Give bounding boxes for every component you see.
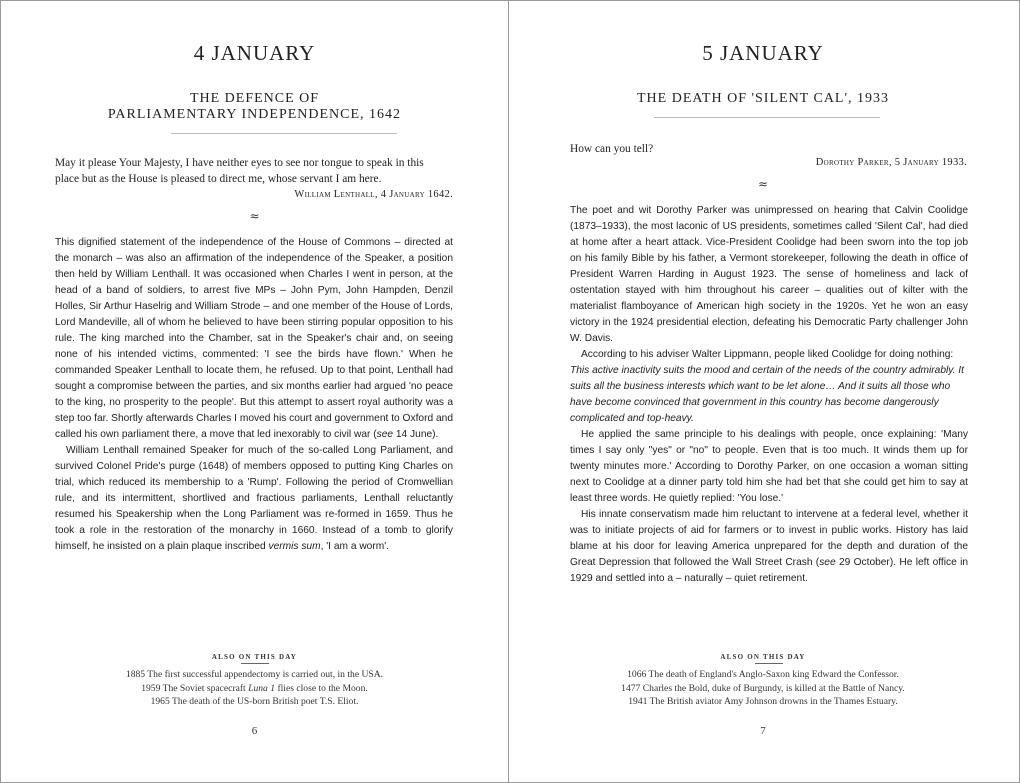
page-number: 7: [760, 725, 766, 737]
body-paragraph: William Lenthall remained Speaker for much of the so-called Long Parliament, and survived Colonel Pride's purge (1648) of members opposed to putting King Charles on trial, which reduced its membership to a 'Rump'. Following the period of Cromwellian rule, and its intermittent, shortlived and fractious parliaments, Lenthall reluctantly resumed his Speakership when the Long Parliament was re-formed in 1659. Thus he took a role in the restoration of the monarchy in 1660. Instead of a tomb to glorify himself, he insisted on a plain plaque inscribed vermis sum, 'I am a worm'.: [55, 445, 453, 552]
quote-line: place but as the House is pleased to direct me, whose servant I am here.: [55, 173, 382, 185]
list-item: 1477 Charles the Bold, duke of Burgundy, is killed at the Battle of Nancy.: [621, 682, 905, 694]
entry-body: [570, 203, 968, 587]
body-paragraph: This dignified statement of the independence of the House of Commons – directed at the monarch – was also an affirmation of the independence of the Speaker, a position then held by William Lenthall. It was occasioned when Charles I went in person, at the head of a band of soldiers, to arrest five MPs – John Pym, John Hampden, Denzil Holles, Sir Arthur Haselrig and William Strode – and one member of the House of Lords, Lord Mandeville, all of whom he believed to have been stirring popular opposition to his rule. The king marched into the Chamber, sat in the Speaker's chair and, on seeing none of his intended victims, commented: 'I see the birds have flown.' When he commanded Speaker Lenthall to locate them, he refused. Up to that point, Lenthall had sought a compromise between the parties, and six months earlier had argued 'no peace to the king, no prosperity to the people'. But this attempt to assert royal authority was a step too far. Shortly afterwards Charles I moved his court and government to Oxford and called his own parliament there, a move that led inexorably to civil war (see 14 June).: [55, 237, 453, 440]
quote-attribution: William Lenthall, 4 January 1642.: [294, 189, 453, 200]
ornament-icon: ≈: [249, 209, 260, 223]
title-line: THE DEFENCE OF: [189, 91, 320, 106]
also-on-this-day-heading: ALSO ON THIS DAY: [720, 653, 806, 661]
also-on-this-day-list: [1, 668, 508, 709]
epigraph-quote: How can you tell?: [570, 143, 654, 155]
title-line: THE DEATH OF 'SILENT CAL', 1933: [637, 91, 889, 106]
right-page: [509, 1, 1017, 782]
list-item: 1941 The British aviator Amy Johnson drowns in the Thames Estuary.: [628, 696, 898, 707]
entry-title: [509, 91, 1017, 107]
body-paragraph: According to his adviser Walter Lippmann, people liked Coolidge for doing nothing:: [581, 349, 954, 360]
block-quote: This active inactivity suits the mood and certain of the needs of the country admirably. It suits all the business interests which want to be let alone… And it suits all those who have become convinced that government in this country has become dangerously complicated and top-heavy.: [570, 365, 964, 424]
left-page: [1, 1, 509, 782]
page-number: 6: [251, 725, 258, 737]
list-item: 1885 The first successful appendectomy is carried out, in the USA.: [125, 669, 384, 680]
title-line: PARLIAMENTARY INDEPENDENCE, 1642: [107, 107, 402, 122]
quote-line: May it please Your Majesty, I have neither eyes to see nor tongue to speak in this: [55, 157, 424, 169]
body-paragraph: He applied the same principle to his dealings with people, once explaining: 'Many times I say only "yes" or "no" to people. Even that is too much. It winds them up for twenty minutes more.' According to Dorothy Parker, on one occasion a woman sitting next to Coolidge at a dinner party told him she had bet that she could get him to say at least three words. He quietly replied: 'You lose.': [570, 429, 968, 504]
also-divider: [755, 663, 783, 664]
list-item: 1965 The death of the US-born British poet T.S. Eliot.: [150, 696, 359, 707]
quote-attribution: Dorothy Parker, 5 January 1933.: [815, 157, 967, 168]
entry-body: [55, 235, 453, 555]
page-date: 5 JANUARY: [702, 41, 824, 65]
also-on-this-day-list: [509, 668, 1017, 709]
page-date: 4 JANUARY: [193, 41, 316, 65]
body-paragraph: The poet and wit Dorothy Parker was unimpressed on hearing that Calvin Coolidge (1873–1933), the most laconic of US presidents, sometimes called 'Silent Cal', had died at home after a heart attack. Vice-President Coolidge had been sworn into the top job on his family Bible by his father, a Vermont storekeeper, following the death in office of President Warren Harding in August 1923. The sense of homeliness and lack of ostentation stayed with him throughout his career – qualities out of kilter with the materialist flamboyance of American high society in the 1920s. Yet he won an easy victory in the 1924 presidential election, defeating his Democratic Party challenger John W. Davis.: [570, 205, 968, 344]
list-item: 1066 The death of England's Anglo-Saxon king Edward the Confessor.: [627, 669, 899, 680]
also-on-this-day-heading: ALSO ON THIS DAY: [211, 653, 298, 661]
epigraph-quote: [55, 155, 455, 187]
also-divider: [241, 663, 269, 664]
ornament-icon: ≈: [757, 177, 769, 191]
entry-title: [1, 91, 508, 123]
body-paragraph: His innate conservatism made him reluctant to intervene at a federal level, whether it was to initiate projects of aid for farmers or to invest in public works. History has laid blame at his door for leaving America unprepared for the depth and duration of the Great Depression that followed the Wall Street Crash (see 29 October). He left office in 1929 and settled into a – naturally – quiet retirement.: [570, 509, 968, 584]
list-item: 1959 The Soviet spacecraft Luna 1 flies close to the Moon.: [141, 682, 368, 694]
title-divider: [171, 133, 397, 134]
title-divider: [654, 117, 880, 118]
